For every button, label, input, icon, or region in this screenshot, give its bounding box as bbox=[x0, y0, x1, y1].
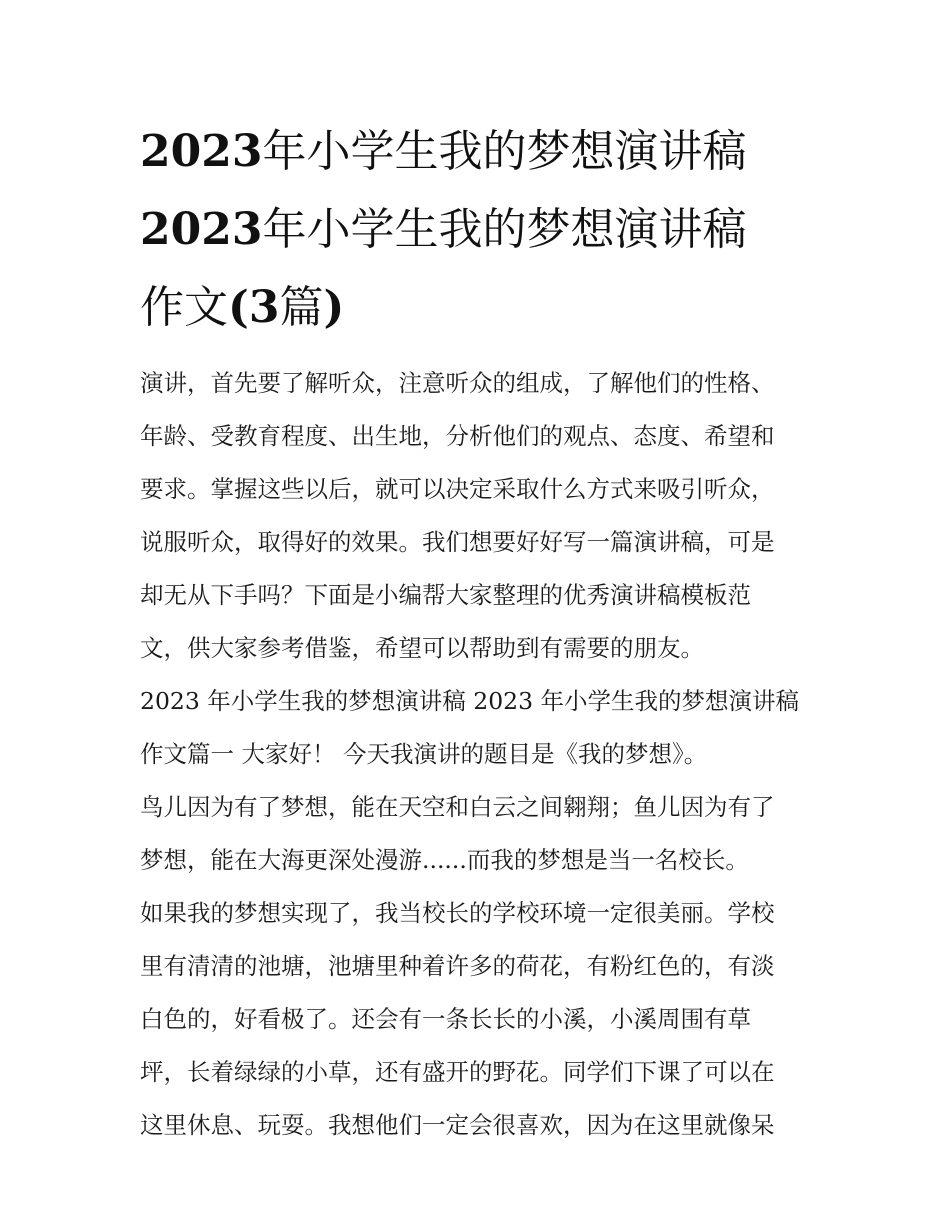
paragraph-line: 梦想，能在大海更深处漫游......而我的梦想是当一名校长。 bbox=[140, 846, 749, 874]
paragraph-line: 文，供大家参考借鉴，希望可以帮助到有需要的朋友。 bbox=[140, 634, 704, 662]
paragraph-line: 2023 年小学生我的梦想演讲稿 2023 年小学生我的梦想演讲稿 bbox=[140, 687, 800, 715]
title-year-1: 2023 bbox=[140, 126, 263, 177]
paragraph-school-environment bbox=[140, 887, 820, 1152]
title-line-3-text-a: 作文 bbox=[140, 282, 228, 333]
title-year-2: 2023 bbox=[140, 204, 263, 255]
paragraph-line: 白色的，好看极了。还会有一条长长的小溪，小溪周围有草 bbox=[140, 1005, 751, 1033]
paragraph-line: 作文篇一 大家好！ 今天我演讲的题目是《我的梦想》。 bbox=[140, 740, 708, 768]
document-body bbox=[140, 357, 820, 1152]
title-line-2 bbox=[140, 191, 820, 269]
paragraph-line: 鸟儿因为有了梦想，能在天空和白云之间翱翔；鱼儿因为有了 bbox=[140, 793, 775, 821]
paragraph-heading-essay-1 bbox=[140, 675, 820, 781]
paragraph-line: 年龄、受教育程度、出生地，分析他们的观点、态度、希望和 bbox=[140, 422, 775, 450]
document-content bbox=[140, 113, 820, 1152]
title-line-3-number: (3 bbox=[228, 282, 280, 333]
paragraph-line: 这里休息、玩耍。我想他们一定会很喜欢，因为在这里就像呆 bbox=[140, 1111, 775, 1139]
title-line-3 bbox=[140, 269, 820, 347]
document-title bbox=[140, 113, 820, 347]
title-line-2-text: 年小学生我的梦想演讲稿 bbox=[262, 204, 747, 255]
paragraph-line: 如果我的梦想实现了，我当校长的学校环境一定很美丽。学校 bbox=[140, 899, 775, 927]
paragraph-line: 坪，长着绿绿的小草，还有盛开的野花。同学们下课了可以在 bbox=[140, 1058, 775, 1086]
paragraph-line: 里有清清的池塘，池塘里种着许多的荷花，有粉红色的，有淡 bbox=[140, 952, 775, 980]
title-line-1 bbox=[140, 113, 820, 191]
paragraph-birds-fish bbox=[140, 781, 820, 887]
paragraph-line: 却无从下手吗？下面是小编帮大家整理的优秀演讲稿模板范 bbox=[140, 581, 751, 609]
title-line-1-text: 年小学生我的梦想演讲稿 bbox=[262, 126, 747, 177]
paragraph-intro bbox=[140, 357, 820, 675]
title-line-3-text-c: 篇 bbox=[279, 282, 324, 333]
paragraph-line: 演讲，首先要了解听众，注意听众的组成，了解他们的性格、 bbox=[140, 369, 775, 397]
paragraph-line: 要求。掌握这些以后，就可以决定采取什么方式来吸引听众， bbox=[140, 475, 775, 503]
title-line-3-paren: ) bbox=[323, 282, 345, 333]
paragraph-line: 说服听众，取得好的效果。我们想要好好写一篇演讲稿，可是 bbox=[140, 528, 775, 556]
